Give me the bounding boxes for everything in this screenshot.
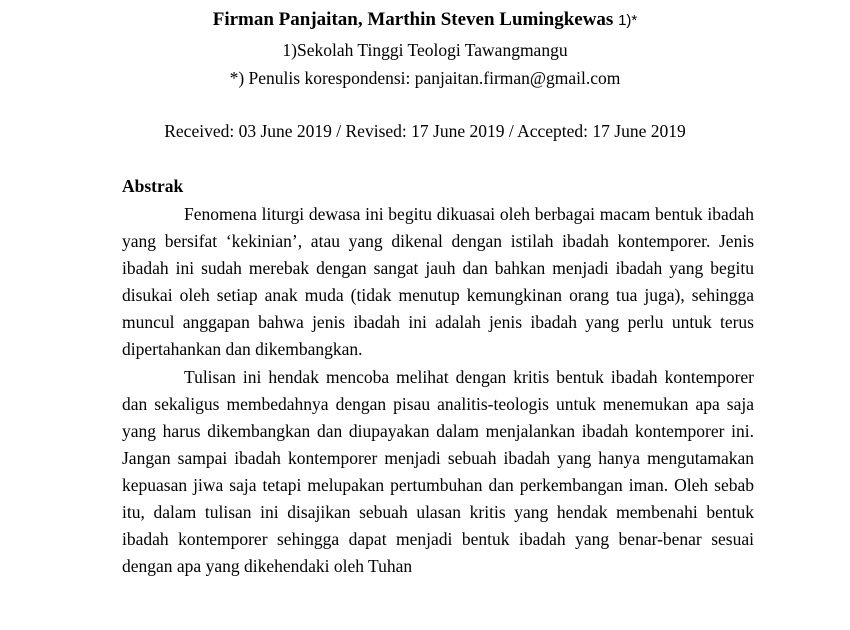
correspondence-line: *) Penulis korespondensi: panjaitan.firman@gmail.com bbox=[229, 68, 621, 88]
abstract-paragraph-2: Tulisan ini hendak mencoba melihat dengan kritis bentuk ibadah kontemporer dan sekaligus membedahnya dengan pisau analitis-teologis untuk menemukan apa saja yang harus dikembangkan dan diupayakan dalam menjalankan ibadah kontemporer ini. Jangan sampai ibadah kontemporer menjadi sebuah ibadah yang hanya mengutamakan kepuasan jiwa saja tetapi melupakan pertumbuhan dan perkembangan iman. Oleh sebab itu, dalam tulisan ini disajikan sebuah ulasan kritis yang hendak membenahi bentuk ibadah kontemporer sehingga dapat menjadi bentuk ibadah yang benar-benar sesuai dengan apa yang dikehendaki oleh Tuhan bbox=[122, 366, 754, 577]
institution-line: 1)Sekolah Tinggi Teologi Tawangmangu bbox=[282, 40, 568, 60]
abstract-paragraph-1: Fenomena liturgi dewasa ini begitu dikuasai oleh berbagai macam bentuk ibadah yang bersifat ‘kekinian’, atau yang dikenal dengan istilah ibadah kontemporer. Jenis ibadah ini sudah merebak dengan sangat jauh dan bahkan menjadi ibadah yang begitu disukai oleh setiap anak muda (tidak menutup kemungkinan orang tua juga), sehingga muncul anggapan bahwa jenis ibadah ini adalah jenis ibadah yang perlu untuk terus dipertahankan dan dikembangkan. bbox=[122, 204, 754, 360]
submission-dates: Received: 03 June 2019 / Revised: 17 June 2019 / Accepted: 17 June 2019 bbox=[164, 121, 686, 141]
abstract-body bbox=[122, 201, 754, 580]
author-line bbox=[0, 7, 850, 34]
author-names: Firman Panjaitan, Marthin Steven Lumingkewas bbox=[212, 9, 614, 30]
abstract-heading: Abstrak bbox=[122, 176, 184, 196]
affiliation-mark: 1)* bbox=[618, 12, 638, 29]
